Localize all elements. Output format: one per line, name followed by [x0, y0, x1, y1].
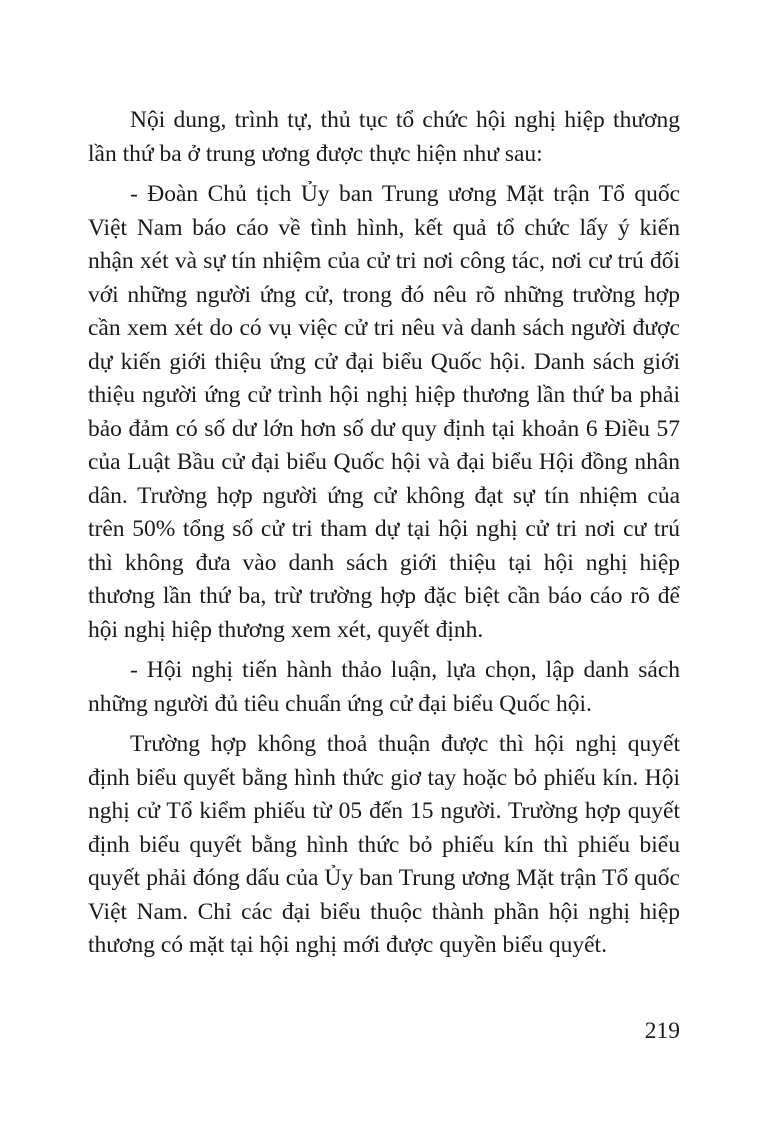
page-number: 219 — [644, 1018, 680, 1044]
page-body — [88, 104, 680, 970]
paragraph-presidium-report: - Đoàn Chủ tịch Ủy ban Trung ương Mặt trận Tổ quốc Việt Nam báo cáo về tình hình, kết quả tổ chức lấy ý kiến nhận xét và sự tín nhiệm của cử tri nơi công tác, nơi cư trú đối với những người ứng cử, trong đó nêu rõ những trường hợp cần xem xét do có vụ việc cử tri nêu và danh sách người được dự kiến giới thiệu ứng cử đại biểu Quốc hội. Danh sách giới thiệu người ứng cử trình hội nghị hiệp thương lần thứ ba phải bảo đảm có số dư lớn hơn số dư quy định tại khoản 6 Điều 57 của Luật Bầu cử đại biểu Quốc hội và đại biểu Hội đồng nhân dân. Trường hợp người ứng cử không đạt sự tín nhiệm của trên 50% tổng số cử tri tham dự tại hội nghị cử tri nơi cư trú thì không đưa vào danh sách giới thiệu tại hội nghị hiệp thương lần thứ ba, trừ trường hợp đặc biệt cần báo cáo rõ để hội nghị hiệp thương xem xét, quyết định. — [88, 181, 680, 643]
paragraph-procedure-intro: Nội dung, trình tự, thủ tục tổ chức hội nghị hiệp thương lần thứ ba ở trung ương được thực hiện như sau: — [88, 107, 680, 167]
paragraph-voting-procedure: Trường hợp không thoả thuận được thì hội nghị quyết định biểu quyết bằng hình thức giơ tay hoặc bỏ phiếu kín. Hội nghị cử Tổ kiểm phiếu từ 05 đến 15 người. Trường hợp quyết định biểu quyết bằng hình thức bỏ phiếu kín thì phiếu biểu quyết phải đóng dấu của Ủy ban Trung ương Mặt trận Tổ quốc Việt Nam. Chỉ các đại biểu thuộc thành phần hội nghị hiệp thương có mặt tại hội nghị mới được quyền biểu quyết. — [88, 731, 680, 958]
paragraph-conference-discussion: - Hội nghị tiến hành thảo luận, lựa chọn, lập danh sách những người đủ tiêu chuẩn ứng cử đại biểu Quốc hội. — [88, 657, 680, 717]
